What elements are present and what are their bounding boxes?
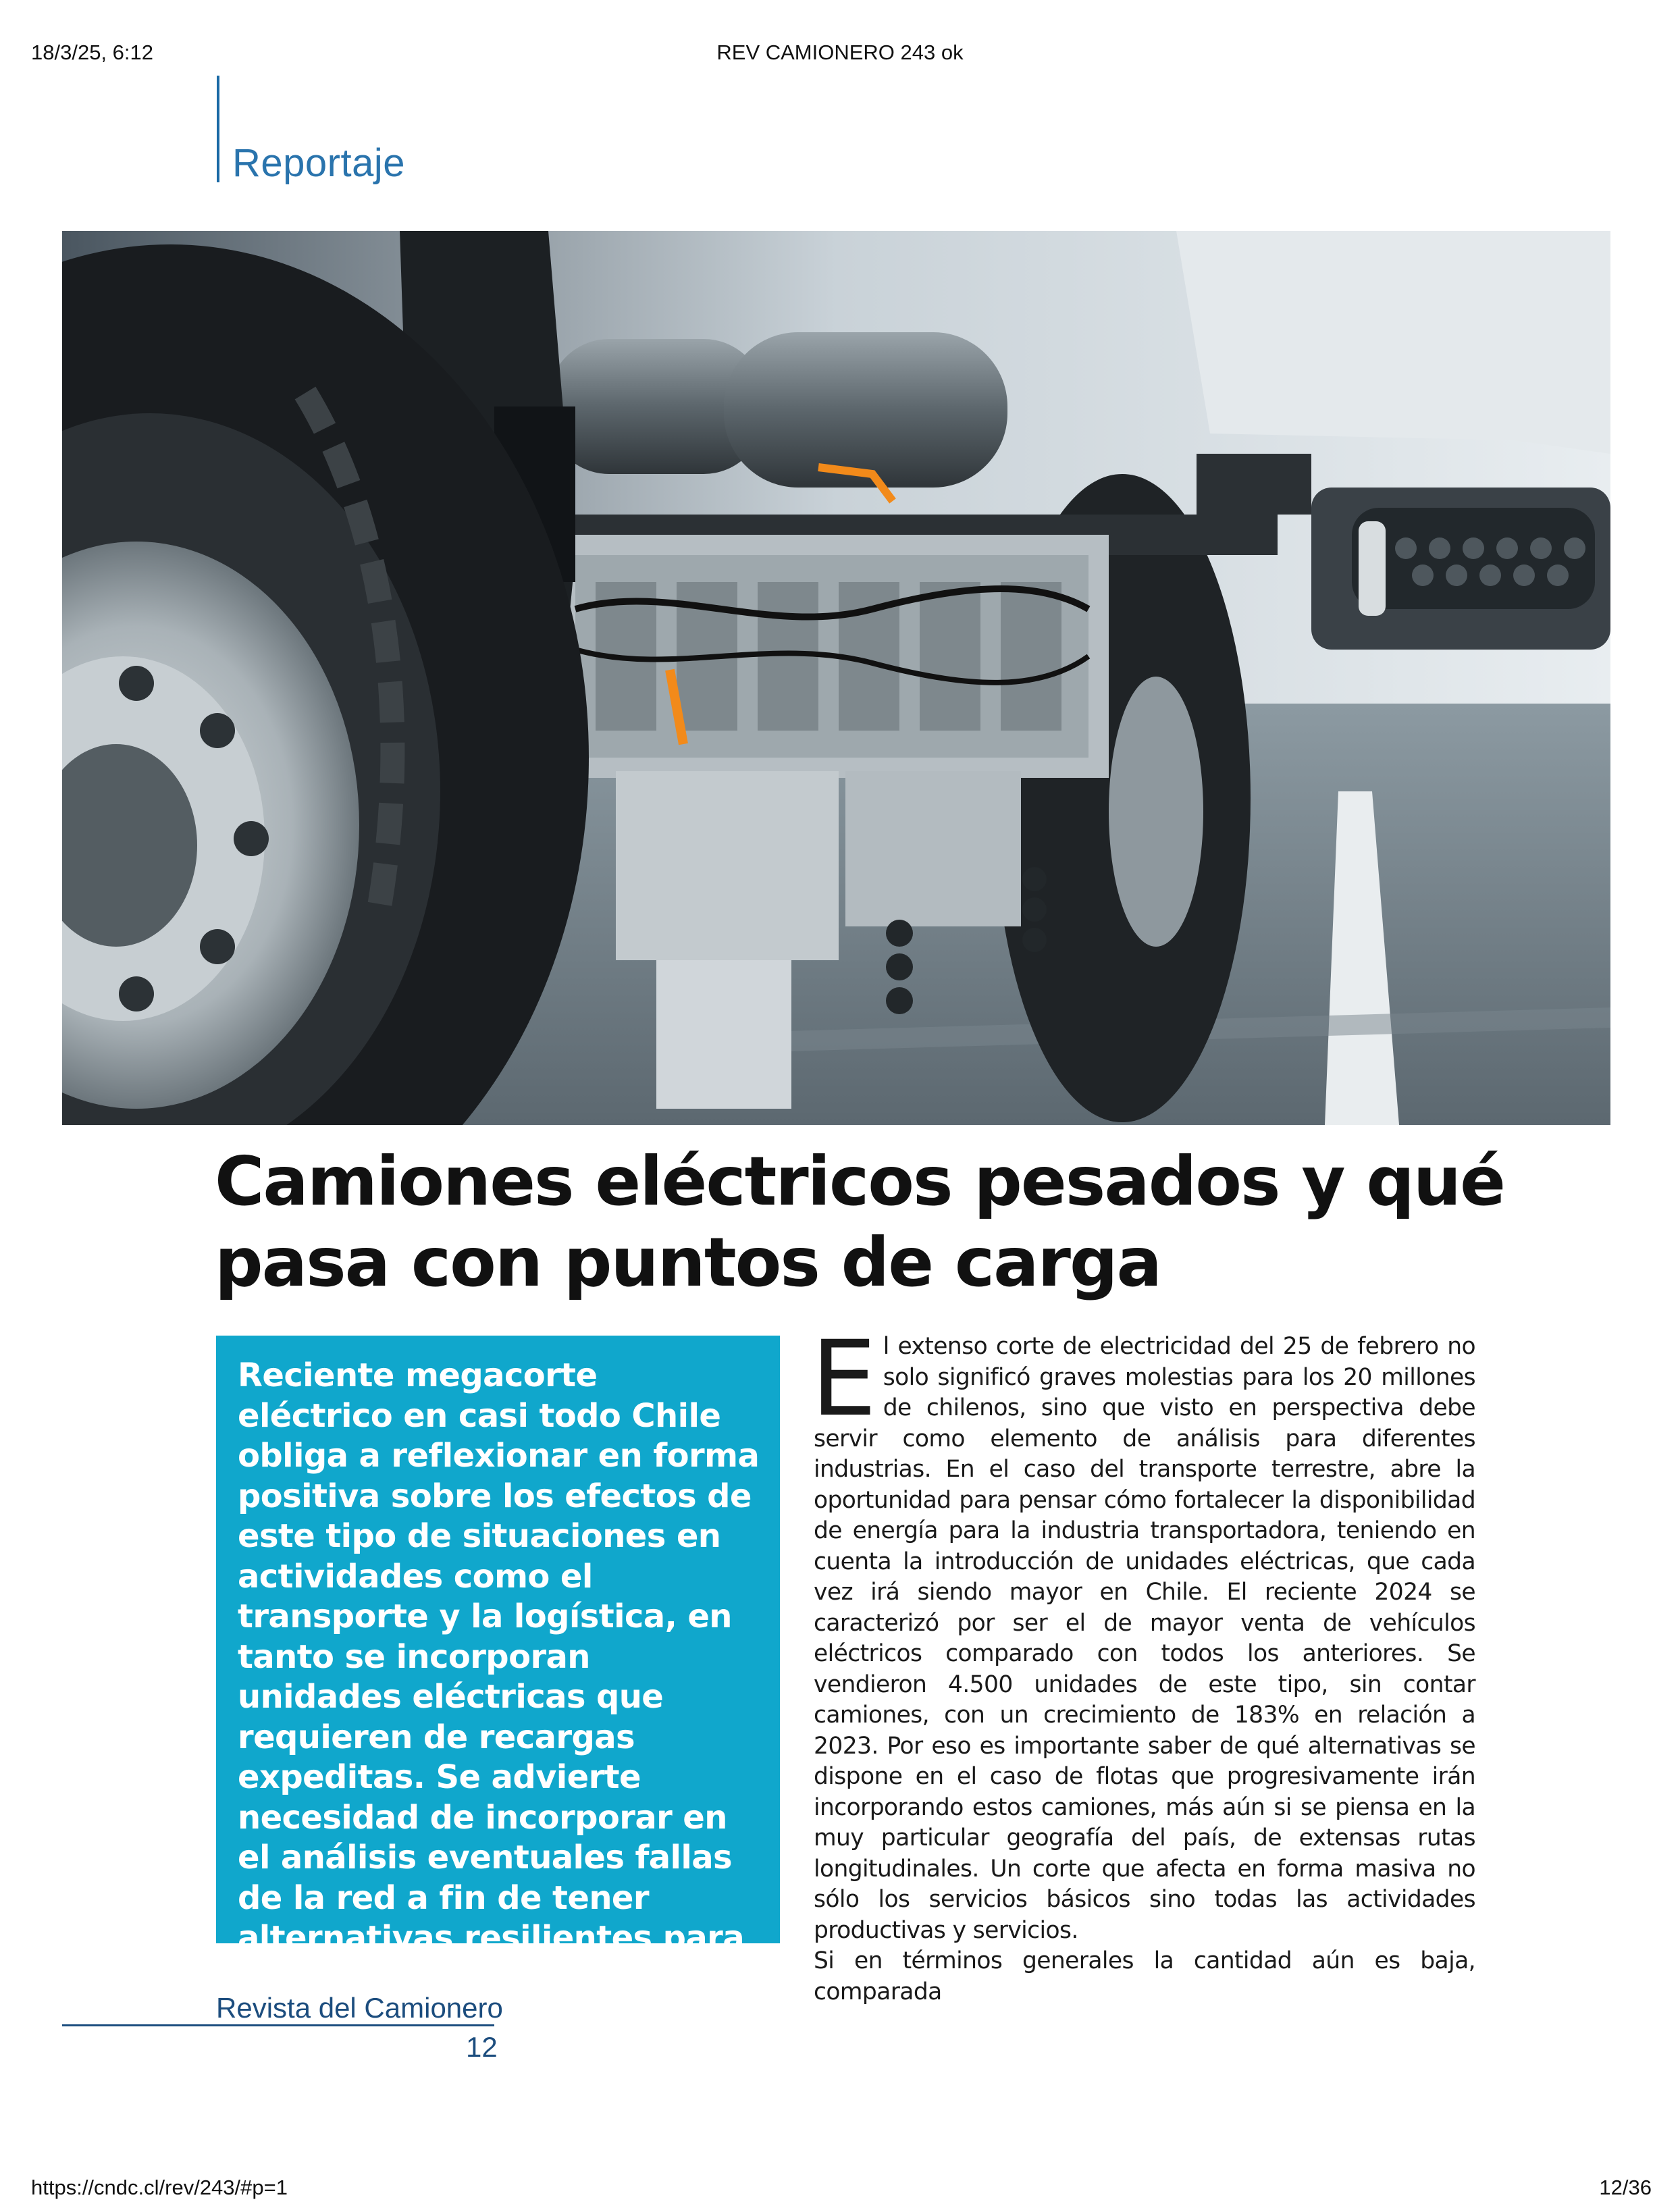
print-page-counter: 12/36	[1599, 2176, 1652, 2199]
print-url: https://cndc.cl/rev/243/#p=1	[31, 2176, 288, 2199]
hero-photo	[62, 231, 1610, 1125]
article-body	[811, 1319, 1475, 2007]
magazine-page-number: 12	[466, 2031, 498, 2063]
body-paragraph: Si en términos generales la cantidad aún es baja, comparada	[814, 1947, 1475, 2005]
drop-cap: E	[811, 1319, 876, 1440]
article-headline: Camiones eléctricos pesados y qué pasa con puntos de carga	[215, 1142, 1504, 1302]
truck-chassis-illustration	[62, 231, 1610, 1125]
magazine-name: Revista del Camionero	[216, 1992, 503, 2024]
print-document-title: REV CAMIONERO 243 ok	[716, 41, 964, 64]
section-label: Reportaje	[232, 141, 405, 185]
print-date: 18/3/25, 6:12	[31, 41, 153, 64]
footer-rule	[62, 2024, 494, 2026]
body-paragraph: l extenso corte de electricidad del 25 de febrero no solo significó graves molestias para los 20 millones de chilenos, sino que visto en perspectiva debe servir como elemento de análisis para diferentes industrias. En el caso del transporte terrestre, abre la oportunidad para pensar cómo fortalecer la disponibilidad de energía para la industria transportadora, teniendo en cuenta la introducción de unidades eléctricas, que cada vez irá siendo mayor en Chile. El reciente 2024 se caracterizó por ser el de mayor venta de vehículos eléctricos comparado con todos los anteriores. Se vendieron 4.500 unidades de este tipo, sin contar camiones, con un crecimiento de 183% en relación a 2023. Por eso es importante saber de qué alternativas se dispone en el caso de flotas que progresivamente irán incorporando estos camiones, más aún si se piensa en la muy particular geografía del país, de extensas rutas longitudinales. Un corte que afecta en forma masiva no sólo los servicios básicos sino todas las actividades productivas y servicios.	[814, 1333, 1475, 1944]
lead-text: Reciente megacorte eléctrico en casi todo Chile obliga a reflexionar en forma positiva sobre los efectos de este tipo de situaciones en actividades como el transporte y la logística, en tanto se incorporan unidades eléctricas que requieren de recargas expeditas. Se advierte necesidad de incorporar en el análisis eventuales fallas de la red a fin de tener alternativas resilientes para la industria.	[238, 1357, 760, 1997]
section-divider	[217, 76, 219, 182]
lead-box	[216, 1336, 780, 1997]
